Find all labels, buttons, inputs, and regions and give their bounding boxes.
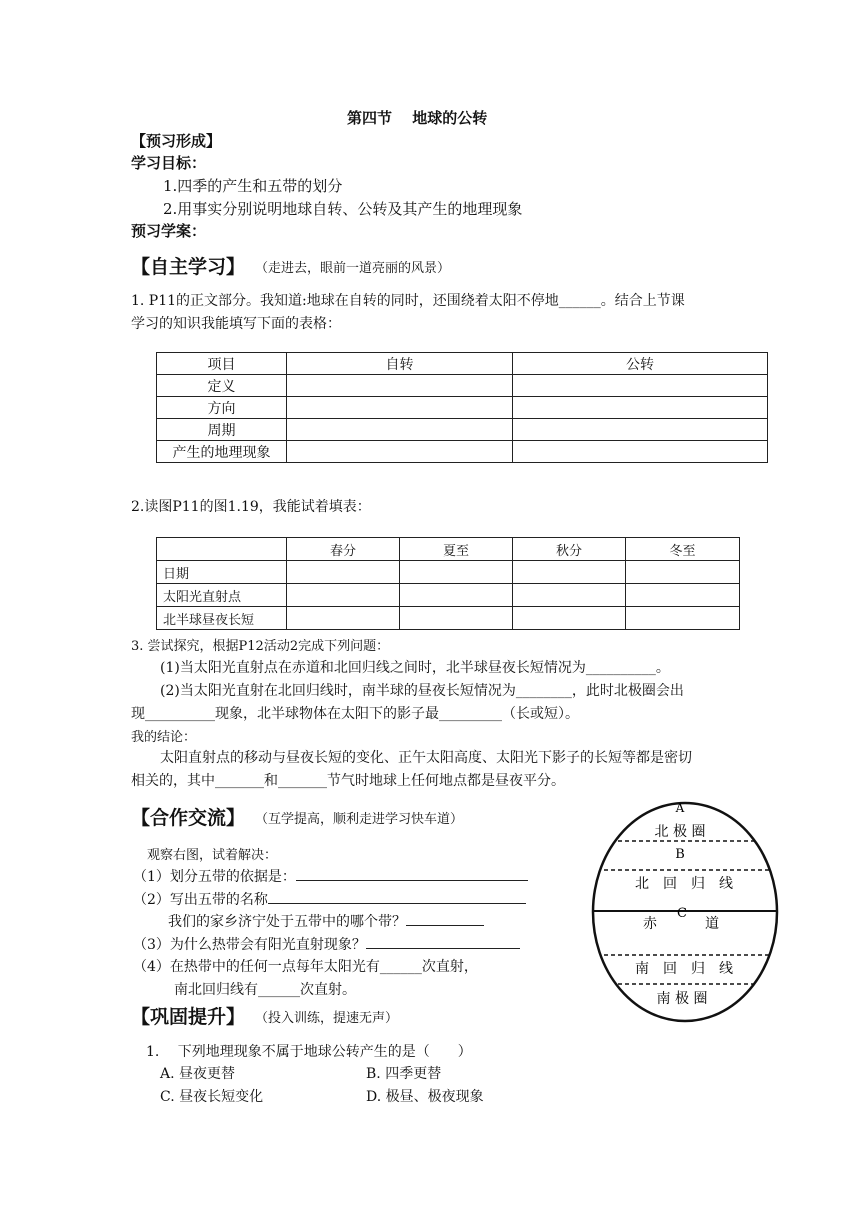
question-text: （3）为什么热带会有阳光直射现象？ (133, 937, 366, 953)
answer-cell[interactable] (513, 607, 626, 630)
answer-cell[interactable] (626, 561, 740, 584)
table-row (157, 538, 740, 561)
answer-cell[interactable] (513, 441, 768, 463)
table-cell: 产生的地理现象 (157, 441, 287, 463)
tropic-of-cancer-label: 北 回 归 线 (635, 876, 733, 892)
table-cell: 太阳光直射点 (157, 584, 287, 607)
table-cell: 日期 (157, 561, 287, 584)
answer-cell[interactable] (626, 607, 740, 630)
answer-blank[interactable] (366, 934, 520, 949)
page-title: 第四节 地球的公转 (347, 109, 488, 127)
question-2: 2.读图P11的图1.19，我能试着填表： (131, 499, 371, 515)
question-1-line1: 1. P11的正文部分。我知道:地球在自转的同时，还围绕着太阳不停地______。结合上节课 (131, 293, 685, 309)
label-c: C (677, 906, 687, 921)
table-header: 冬至 (626, 538, 740, 561)
label-b: B (675, 847, 685, 862)
answer-cell[interactable] (400, 607, 513, 630)
table-header: 春分 (287, 538, 400, 561)
goal-item: 2.用事实分别说明地球自转、公转及其产生的地理现象 (163, 200, 523, 218)
table-row (157, 561, 740, 584)
preview-heading: 【预习形成】 (131, 132, 222, 150)
solar-terms-table (156, 537, 740, 630)
answer-cell[interactable] (287, 584, 400, 607)
answer-cell[interactable] (287, 397, 513, 419)
answer-cell[interactable] (287, 419, 513, 441)
answer-cell[interactable] (513, 397, 768, 419)
table-row (157, 397, 768, 419)
table-row (157, 607, 740, 630)
answer-blank[interactable] (406, 911, 484, 926)
question-text: （1）划分五带的依据是： (133, 869, 296, 885)
label-a: A (675, 801, 685, 815)
answer-cell[interactable] (513, 419, 768, 441)
cooperation-q2b (168, 911, 484, 931)
arctic-circle-label: 北 极 圈 (654, 824, 706, 840)
answer-cell[interactable] (287, 441, 513, 463)
table-cell: 北半球昼夜长短 (157, 607, 287, 630)
cooperation-intro: 观察右图，试着解决： (147, 848, 278, 863)
equator-label-right: 道 (705, 916, 719, 932)
answer-blank[interactable] (268, 889, 526, 904)
answer-cell[interactable] (400, 561, 513, 584)
table-row (157, 584, 740, 607)
goals-label: 学习目标： (131, 154, 207, 172)
consolidate-heading: 【巩固提升】 (131, 1006, 246, 1028)
rotation-revolution-table (156, 352, 768, 463)
table-row (157, 353, 768, 375)
option-a[interactable]: A. 昼夜更替 (160, 1066, 236, 1082)
table-row (157, 419, 768, 441)
option-b[interactable]: B. 四季更替 (366, 1066, 442, 1082)
answer-cell[interactable] (513, 375, 768, 397)
option-d[interactable]: D. 极昼、极夜现象 (366, 1089, 484, 1105)
table-row (157, 375, 768, 397)
table-cell: 周期 (157, 419, 287, 441)
table-header: 项目 (157, 353, 287, 375)
equator-label-left: 赤 (643, 916, 657, 932)
answer-cell[interactable] (513, 561, 626, 584)
cooperation-q4b: 南北回归线有______次直射。 (174, 982, 356, 998)
cooperation-heading: 【合作交流】 (131, 807, 246, 829)
answer-cell[interactable] (626, 584, 740, 607)
table-cell: 方向 (157, 397, 287, 419)
conclusion-line2: 相关的，其中_______和_______节气时地球上任何地点都是昼夜平分。 (131, 773, 565, 789)
cooperation-q2 (133, 889, 526, 909)
answer-cell[interactable] (287, 375, 513, 397)
self-study-sub: （走进去，眼前一道亮丽的风景） (255, 261, 451, 276)
conclusion-label: 我的结论： (131, 730, 197, 745)
cooperation-q4a: （4）在热带中的任何一点每年太阳光有______次直射， (133, 959, 478, 975)
question-text: 我们的家乡济宁处于五带中的哪个带？ (168, 914, 406, 930)
cooperation-sub: （互学提高，顺利走进学习快车道） (255, 812, 464, 827)
consolidate-sub: （投入训练，提速无声） (255, 1011, 399, 1026)
table-header: 夏至 (400, 538, 513, 561)
goal-item: 1.四季的产生和五带的划分 (163, 177, 343, 195)
cooperation-q3 (133, 934, 520, 954)
table-header: 公转 (513, 353, 768, 375)
question-3-part2b: 现__________现象，北半球物体在太阳下的影子最_________（长或短）。 (131, 706, 579, 722)
plan-label: 预习学案： (131, 222, 207, 240)
table-row (157, 441, 768, 463)
question-1-line2: 学习的知识我能填写下面的表格： (131, 316, 341, 332)
question-3-title: 3. 尝试探究，根据P12活动2完成下列问题： (131, 639, 390, 654)
table-cell: 定义 (157, 375, 287, 397)
conclusion-line1: 太阳直射点的移动与昼夜长短的变化、正午太阳高度、太阳光下影子的长短等都是密切 (160, 750, 692, 766)
question-text: （2）写出五带的名称 (133, 892, 268, 908)
answer-cell[interactable] (513, 584, 626, 607)
question-3-part1: (1)当太阳光直射点在赤道和北回归线之间时，北半球昼夜长短情况为__________。 (160, 660, 670, 676)
answer-cell[interactable] (400, 584, 513, 607)
table-header: 自转 (287, 353, 513, 375)
self-study-heading: 【自主学习】 (131, 256, 246, 278)
table-header (157, 538, 287, 561)
earth-zones-diagram (590, 800, 780, 1025)
answer-cell[interactable] (287, 607, 400, 630)
option-c[interactable]: C. 昼夜长短变化 (160, 1089, 264, 1105)
consolidate-q1: 1. 下列地理现象不属于地球公转产生的是（ ） (146, 1044, 472, 1060)
table-header: 秋分 (513, 538, 626, 561)
answer-cell[interactable] (287, 561, 400, 584)
answer-blank[interactable] (296, 866, 528, 881)
tropic-of-capricorn-label: 南 回 归 线 (635, 961, 733, 977)
question-3-part2a: (2)当太阳光直射在北回归线时，南半球的昼夜长短情况为________，此时北极圈会出 (160, 683, 684, 699)
cooperation-q1 (133, 866, 528, 886)
antarctic-circle-label: 南 极 圈 (656, 991, 708, 1007)
